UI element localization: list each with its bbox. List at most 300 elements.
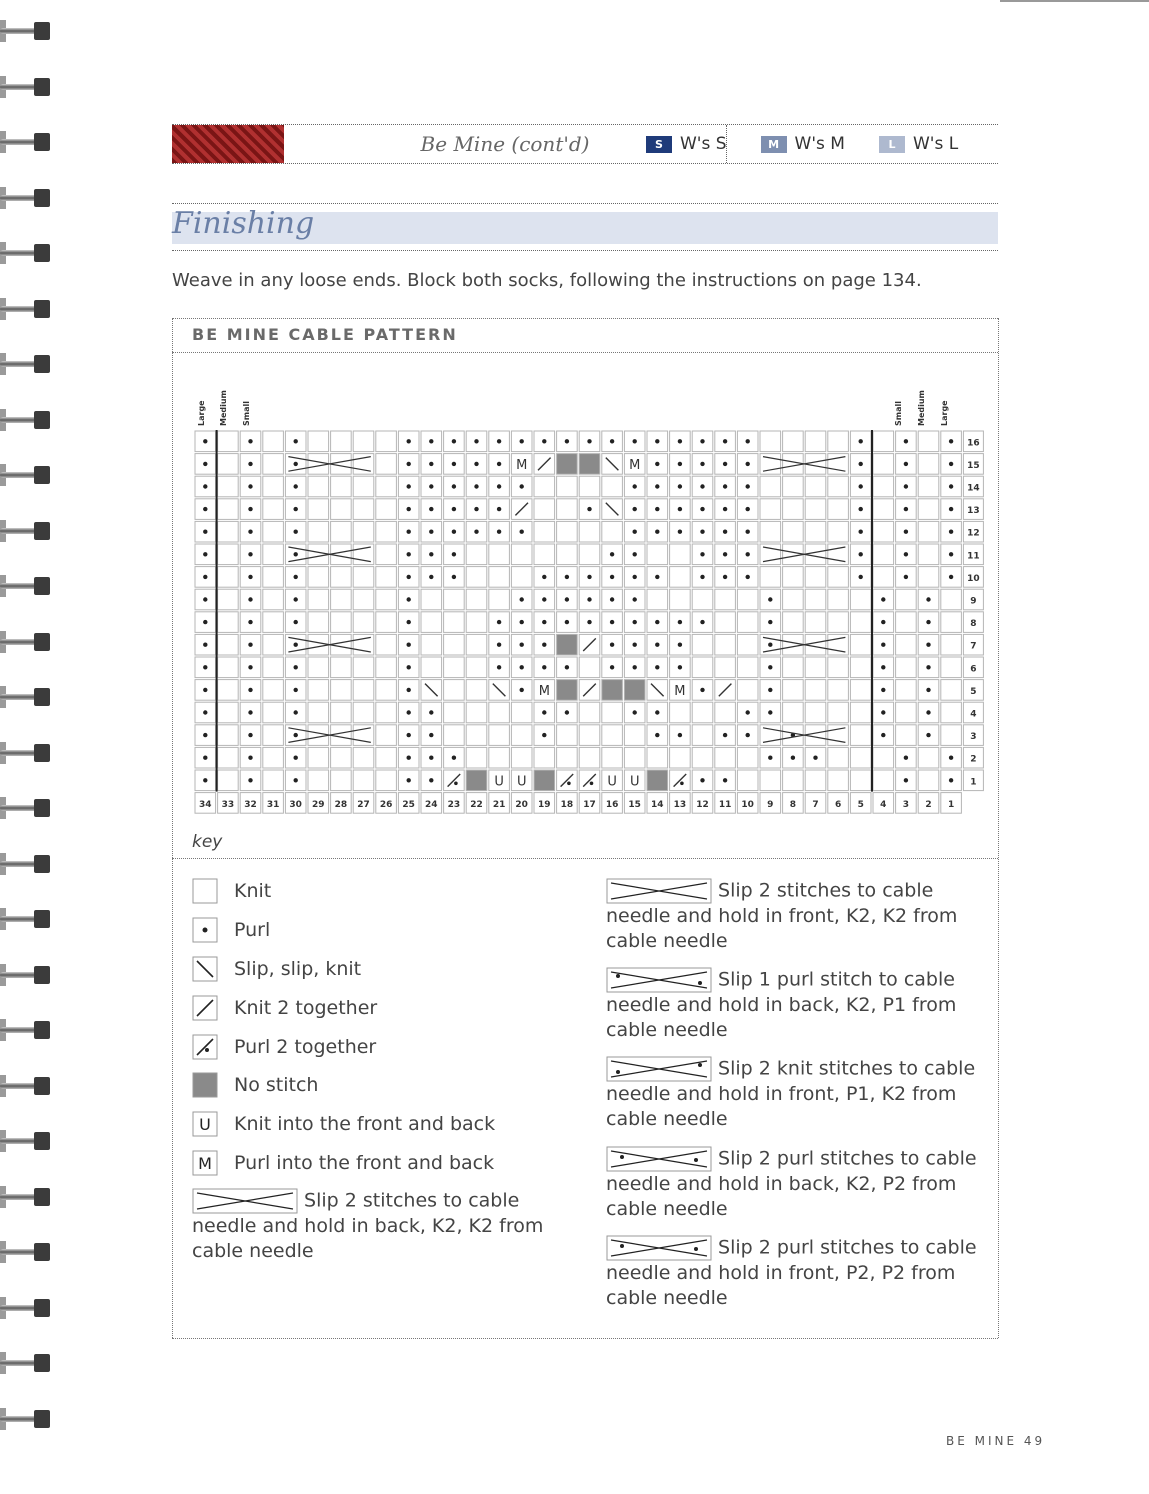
chart-cell: [331, 725, 352, 746]
page-edge-line: [1000, 0, 1149, 2]
chart-cell: [489, 589, 510, 610]
purl-dot: [565, 439, 569, 443]
chart-cell: [557, 499, 578, 520]
chart-cell: [941, 657, 962, 678]
purl-dot: [452, 484, 456, 488]
p2tog-dot: [454, 782, 458, 786]
size-medium: [761, 134, 845, 154]
purl-dot: [700, 575, 704, 579]
purl-dot: [429, 552, 433, 556]
chart-cell: [760, 431, 781, 452]
purl-dot: [248, 643, 252, 647]
purl-dot: [407, 733, 411, 737]
col-number: 26: [379, 799, 393, 810]
col-number: 22: [470, 799, 483, 810]
chart-cell: [850, 612, 871, 633]
purl-dot: [407, 665, 411, 669]
chart-cell: [805, 521, 826, 542]
col-number: 13: [673, 799, 687, 810]
purl-dot: [610, 665, 614, 669]
purl-dot: [248, 484, 252, 488]
key-label: Slip, slip, knit: [234, 957, 362, 980]
chart-cell: [896, 634, 917, 655]
key-label: Slip 2 knit stitches to cable needle and hold in front, P1, K2 from cable needle: [606, 1057, 976, 1130]
chart-cell: [579, 476, 600, 497]
purl-dot: [248, 575, 252, 579]
chart-cell: [511, 747, 532, 768]
purl-dot: [452, 575, 456, 579]
purl-dot: [678, 530, 682, 534]
purl-dot: [859, 439, 863, 443]
purl-dot: [248, 778, 252, 782]
chart-cell: [466, 725, 487, 746]
chart-cell: [218, 747, 239, 768]
c4b-icon: [192, 1188, 298, 1214]
row-number: 2: [970, 754, 977, 765]
chart-cell: [218, 521, 239, 542]
binding-coil: [0, 353, 54, 375]
purl-dot: [881, 710, 885, 714]
purl-dot: [791, 756, 795, 760]
purl-dot: [542, 620, 546, 624]
purl-dot: [949, 756, 953, 760]
chart-cell: [376, 725, 397, 746]
key-item: [192, 917, 270, 943]
col-number: 10: [741, 799, 754, 810]
chart-cell: [263, 544, 284, 565]
purl-dot: [678, 462, 682, 466]
purl-dot: [633, 665, 637, 669]
chart-cell: [783, 544, 804, 565]
purl-dot: [881, 597, 885, 601]
chart-cell: [783, 454, 804, 475]
chart-cell: [263, 680, 284, 701]
purl-dot: [565, 575, 569, 579]
chart-cell: [692, 589, 713, 610]
chart-cell: [331, 612, 352, 633]
purl-dot: [700, 552, 704, 556]
chart-cell: [737, 747, 758, 768]
chart-cell: [376, 544, 397, 565]
left-size-label-medium: Medium: [219, 390, 228, 426]
key-item: [192, 878, 271, 904]
purl-dot: [407, 484, 411, 488]
purl-dot: [655, 620, 659, 624]
purl-dot: [520, 643, 524, 647]
chart-cell: [308, 454, 329, 475]
chart-cell: [376, 521, 397, 542]
chart-cell: [331, 770, 352, 791]
purl-dot: [926, 710, 930, 714]
chart-cell: [489, 725, 510, 746]
purl-dot: [294, 597, 298, 601]
purl-dot: [746, 439, 750, 443]
purl-dot: [633, 710, 637, 714]
purl-dot: [746, 710, 750, 714]
col-number: 12: [696, 799, 709, 810]
chart-cell: [579, 454, 600, 475]
chart-cell: [557, 634, 578, 655]
c4bp-icon: [606, 1146, 712, 1172]
purl-dot: [700, 530, 704, 534]
pfb-icon: [192, 1150, 218, 1176]
chart-cell: [624, 747, 645, 768]
binding-coil: [0, 131, 54, 153]
purl-dot: [248, 507, 252, 511]
chart-cell: [670, 747, 691, 768]
purl-dot: [746, 733, 750, 737]
purl-dot: [746, 462, 750, 466]
chart-cell: [896, 589, 917, 610]
col-number: 7: [812, 799, 819, 810]
chart-cell: [308, 702, 329, 723]
chart-cell: [376, 680, 397, 701]
chart-cell: [218, 476, 239, 497]
purl-dot: [203, 665, 207, 669]
purl-dot: [859, 530, 863, 534]
purl-dot: [949, 484, 953, 488]
purl-dot: [655, 643, 659, 647]
chart-cell: [308, 589, 329, 610]
purl-dot: [429, 733, 433, 737]
c4fp-icon: [606, 1235, 712, 1261]
key-item: [192, 1150, 494, 1176]
purl-dot: [723, 484, 727, 488]
chart-cell: [828, 747, 849, 768]
purl-dot: [904, 507, 908, 511]
key-label: Slip 1 purl stitch to cable needle and hold in back, K2, P1 from cable needle: [606, 968, 957, 1041]
chart-cell: [873, 521, 894, 542]
key-item: [606, 1235, 978, 1311]
binding-coil: [0, 76, 54, 98]
chart-cell: [376, 431, 397, 452]
chart-cell: [873, 499, 894, 520]
purl-dot: [678, 620, 682, 624]
chart-cell: [670, 544, 691, 565]
chart-cell: [805, 567, 826, 588]
chart-cell: [579, 521, 600, 542]
chart-cell: [466, 657, 487, 678]
key-label: Knit: [234, 879, 272, 902]
chart-cell: [647, 544, 668, 565]
purl-dot: [904, 756, 908, 760]
chart-cell: [873, 454, 894, 475]
purl-dot: [655, 484, 659, 488]
finishing-text: Weave in any loose ends. Block both socks, following the instructions on page 134.: [172, 270, 922, 291]
binding-coil: [0, 1297, 54, 1319]
chart-cell: [670, 567, 691, 588]
chart-cell: [760, 476, 781, 497]
purl-dot: [700, 620, 704, 624]
p2tog-icon: [192, 1034, 218, 1060]
chart-cell: [308, 476, 329, 497]
chart-cell: [308, 747, 329, 768]
purl-dot: [429, 439, 433, 443]
binding-coil: [0, 298, 54, 320]
chart-cell: [602, 725, 623, 746]
purl-dot: [294, 462, 298, 466]
chart-cell: [918, 747, 939, 768]
chart-cell: [805, 770, 826, 791]
purl-dot: [746, 575, 750, 579]
purl-dot: [723, 530, 727, 534]
chart-cell: [376, 476, 397, 497]
purl-dot: [587, 507, 591, 511]
purl-dot: [429, 575, 433, 579]
chart-cell: [760, 770, 781, 791]
purl-dot: [813, 756, 817, 760]
chart-cell: [850, 770, 871, 791]
purl-dot: [859, 484, 863, 488]
row-number: 9: [970, 596, 977, 607]
chart-cell: [737, 589, 758, 610]
chart-cell: [602, 476, 623, 497]
row-number: 15: [967, 460, 980, 471]
chart-cell: [218, 634, 239, 655]
chart-cell: [873, 476, 894, 497]
chart-cell: [805, 589, 826, 610]
col-number: 2: [925, 799, 932, 810]
purl-dot: [723, 575, 727, 579]
purl-dot: [520, 665, 524, 669]
key-label: Purl: [234, 918, 271, 941]
chart-cell: [783, 770, 804, 791]
chart-cell: [896, 702, 917, 723]
purl-dot: [294, 710, 298, 714]
size-label: W's L: [912, 134, 959, 154]
chart-cell: [308, 657, 329, 678]
purl-dot: [452, 552, 456, 556]
col-number: 1: [947, 799, 955, 810]
finishing-heading: Finishing: [172, 206, 315, 241]
chart-cell: [579, 544, 600, 565]
kfb-icon: [192, 1111, 218, 1137]
purl-dot: [407, 439, 411, 443]
chart-cell: [263, 431, 284, 452]
purl-dot: [723, 507, 727, 511]
col-number: 5: [857, 799, 864, 810]
chart-cell: [557, 521, 578, 542]
purl-dot: [723, 552, 727, 556]
size-large: [879, 134, 958, 154]
chart-cell: [557, 454, 578, 475]
chart-cell: [715, 702, 736, 723]
purl-dot: [881, 643, 885, 647]
chart-cell: [918, 499, 939, 520]
chart-cell: [376, 567, 397, 588]
purl-dot: [949, 462, 953, 466]
purl-dot: [429, 530, 433, 534]
purl-dot: [904, 575, 908, 579]
row-number: 11: [967, 551, 980, 562]
chart-cell: [263, 725, 284, 746]
key-item: [606, 967, 978, 1043]
purl-dot: [542, 575, 546, 579]
key-item: [192, 1188, 552, 1264]
chart-cell: [783, 657, 804, 678]
purl-dot: [248, 462, 252, 466]
purl-dot: [700, 688, 704, 692]
row-number: 6: [970, 664, 977, 675]
purl-dot: [610, 597, 614, 601]
p2tog-dot: [680, 782, 684, 786]
p2tog-dot: [567, 782, 571, 786]
purl-dot: [203, 552, 207, 556]
chart-cell: [715, 634, 736, 655]
purl-dot: [294, 484, 298, 488]
chart-cell: [918, 431, 939, 452]
purl-dot: [248, 439, 252, 443]
chart-cell: [376, 612, 397, 633]
purl-dot: [429, 778, 433, 782]
header-swatch-image: [172, 125, 284, 163]
chart-cell: [873, 431, 894, 452]
chart-cell: [331, 634, 352, 655]
purl-dot: [497, 484, 501, 488]
purl-dot: [926, 688, 930, 692]
purl-dot: [723, 778, 727, 782]
purl-dot: [633, 439, 637, 443]
chart-cell: [466, 589, 487, 610]
chart-cell: [263, 567, 284, 588]
col-number: 33: [221, 799, 235, 810]
chart-cell: [218, 544, 239, 565]
key-item: [192, 1072, 318, 1098]
purl-dot: [655, 575, 659, 579]
purl-dot: [700, 507, 704, 511]
chart-cell: [308, 680, 329, 701]
purl-dot: [497, 643, 501, 647]
purl-dot: [746, 484, 750, 488]
col-number: 24: [425, 799, 438, 810]
chart-cell: [602, 680, 623, 701]
chart-cell: [534, 747, 555, 768]
purl-dot: [746, 507, 750, 511]
purl-dot: [294, 665, 298, 669]
purl-dot: [859, 507, 863, 511]
ssk-icon: [192, 956, 218, 982]
chart-cell: [647, 770, 668, 791]
chart-cell: [828, 770, 849, 791]
purl-dot: [926, 620, 930, 624]
purl-dot: [542, 710, 546, 714]
purl-dot: [203, 688, 207, 692]
chart-cell: [941, 680, 962, 701]
chart-cell: [421, 612, 442, 633]
chart-cell: [941, 589, 962, 610]
chart-cell: [263, 476, 284, 497]
purl-dot: [203, 778, 207, 782]
binding-coil: [0, 409, 54, 431]
purl-dot: [474, 507, 478, 511]
purl-dot: [429, 484, 433, 488]
key-label: Slip 2 stitches to cable needle and hold in front, K2, K2 from cable needle: [606, 879, 958, 952]
purl-dot: [429, 756, 433, 760]
chart-cell: [331, 657, 352, 678]
chart-cell: [534, 544, 555, 565]
chart-cell: [466, 634, 487, 655]
chart-cell: [557, 725, 578, 746]
col-number: 28: [334, 799, 348, 810]
row-number: 4: [970, 709, 977, 720]
col-number: 18: [560, 799, 574, 810]
left-size-label-small: Small: [242, 401, 251, 426]
chart-cell: [376, 770, 397, 791]
purl-dot: [565, 620, 569, 624]
purl-dot: [407, 620, 411, 624]
chart-cell: [715, 747, 736, 768]
purl-dot: [700, 462, 704, 466]
chart-cell: [263, 657, 284, 678]
row-number: 10: [967, 573, 980, 584]
chart-cell: [896, 612, 917, 633]
purl-dot: [294, 733, 298, 737]
chart-cell: [737, 680, 758, 701]
chart-frame-top: [172, 318, 998, 319]
chart-cell: [918, 454, 939, 475]
chart-cell: [511, 702, 532, 723]
purl-dot: [700, 778, 704, 782]
col-number: 19: [538, 799, 551, 810]
key-item: [192, 956, 361, 982]
chart-cell: [828, 612, 849, 633]
purl-dot: [474, 530, 478, 534]
k2tog-icon: [192, 995, 218, 1021]
purl-dot: [723, 733, 727, 737]
purl-dot: [203, 507, 207, 511]
purl-dot: [294, 439, 298, 443]
purl-dot: [610, 620, 614, 624]
purl-dot: [587, 439, 591, 443]
chart-cell: [263, 702, 284, 723]
row-number: 7: [970, 641, 977, 652]
chart-cell: [331, 431, 352, 452]
purl-dot: [520, 597, 524, 601]
binding-coil: [0, 964, 54, 986]
purl-dot: [407, 507, 411, 511]
col-number: 15: [628, 799, 641, 810]
purl-dot: [452, 530, 456, 534]
chart-cell: [783, 521, 804, 542]
chart-cell: [737, 657, 758, 678]
purl-dot: [746, 552, 750, 556]
chart-cell: [534, 476, 555, 497]
binding-coil: [0, 1241, 54, 1263]
chart-cell: [218, 567, 239, 588]
purl-dot: [678, 643, 682, 647]
pfb-symbol: M: [538, 683, 550, 699]
pattern-header: [172, 124, 998, 164]
purl-dot: [881, 620, 885, 624]
chart-cell: [850, 680, 871, 701]
purl-dot: [248, 597, 252, 601]
purl-dot: [904, 552, 908, 556]
binding-coil: [0, 187, 54, 209]
chart-cell: [805, 544, 826, 565]
chart-cell: [534, 770, 555, 791]
col-number: 9: [767, 799, 774, 810]
chart-cell: [466, 612, 487, 633]
chart-cell: [444, 657, 465, 678]
chart-cell: [376, 499, 397, 520]
chart-cell: [896, 680, 917, 701]
c4f-icon: [606, 878, 712, 904]
chart-cell: [805, 431, 826, 452]
chart-cell: [218, 770, 239, 791]
t3b-icon: [606, 967, 712, 993]
purl-dot: [294, 756, 298, 760]
key-item: [192, 1034, 376, 1060]
